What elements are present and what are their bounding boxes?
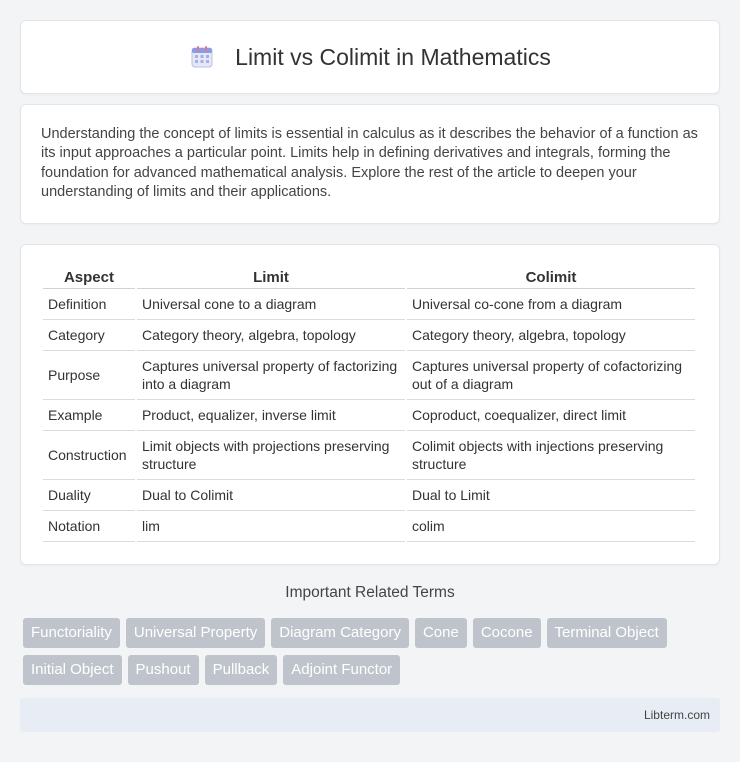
tag-terminal-object[interactable]: Terminal Object	[547, 618, 667, 648]
table-cell: Purpose	[43, 351, 135, 400]
table-row	[43, 480, 695, 511]
table-row	[43, 351, 695, 400]
table-cell: Universal co-cone from a diagram	[407, 289, 695, 320]
page-title: Limit vs Colimit in Mathematics	[235, 43, 551, 70]
header-limit: Limit	[137, 267, 405, 289]
tag-adjoint-functor[interactable]: Adjoint Functor	[283, 655, 400, 685]
table-row	[43, 320, 695, 351]
table-row	[43, 431, 695, 480]
table-cell: lim	[137, 511, 405, 542]
intro-card	[20, 104, 720, 224]
tag-functoriality[interactable]: Functoriality	[23, 618, 120, 648]
related-terms-title: Important Related Terms	[285, 584, 455, 601]
tag-initial-object[interactable]: Initial Object	[23, 655, 122, 685]
header-card	[20, 20, 720, 94]
table-cell: Dual to Limit	[407, 480, 695, 511]
comparison-table	[41, 267, 697, 542]
tag-universal-property[interactable]: Universal Property	[126, 618, 265, 648]
table-cell: Duality	[43, 480, 135, 511]
tag-cocone[interactable]: Cocone	[473, 618, 541, 648]
table-cell: Construction	[43, 431, 135, 480]
table-cell: Category	[43, 320, 135, 351]
comparison-card	[20, 244, 720, 565]
table-cell: Category theory, algebra, topology	[137, 320, 405, 351]
table-cell: Limit objects with projections preserving structure	[137, 431, 405, 480]
table-cell: Universal cone to a diagram	[137, 289, 405, 320]
table-cell: colim	[407, 511, 695, 542]
table-cell: Example	[43, 400, 135, 431]
tag-cone[interactable]: Cone	[415, 618, 467, 648]
related-tags	[23, 618, 723, 685]
header-aspect: Aspect	[43, 267, 135, 289]
table-row	[43, 400, 695, 431]
footer	[20, 698, 720, 732]
table-cell: Dual to Colimit	[137, 480, 405, 511]
footer-brand[interactable]: Libterm.com	[643, 708, 710, 722]
table-cell: Coproduct, coequalizer, direct limit	[407, 400, 695, 431]
table-cell: Notation	[43, 511, 135, 542]
tag-pushout[interactable]: Pushout	[128, 655, 199, 685]
table-row	[43, 511, 695, 542]
header-colimit: Colimit	[407, 267, 695, 289]
calendar-icon	[189, 44, 215, 70]
table-cell: Category theory, algebra, topology	[407, 320, 695, 351]
intro-text: Understanding the concept of limits is essential in calculus as it describes the behavior of a function as its input approaches a particular point. Limits help in defining derivatives and integrals, forming the foundation for advanced mathematical analysis. Explore the rest of the article to deepen your understanding of limits and their applications.	[41, 126, 698, 201]
table-cell: Captures universal property of factorizing into a diagram	[137, 351, 405, 400]
tag-diagram-category[interactable]: Diagram Category	[271, 618, 409, 648]
table-cell: Definition	[43, 289, 135, 320]
table-row	[43, 289, 695, 320]
table-cell: Colimit objects with injections preserving structure	[407, 431, 695, 480]
tag-pullback[interactable]: Pullback	[205, 655, 278, 685]
title-wrap	[189, 44, 551, 71]
table-cell: Product, equalizer, inverse limit	[137, 400, 405, 431]
table-header-row	[43, 267, 695, 289]
table-cell: Captures universal property of cofactorizing out of a diagram	[407, 351, 695, 400]
